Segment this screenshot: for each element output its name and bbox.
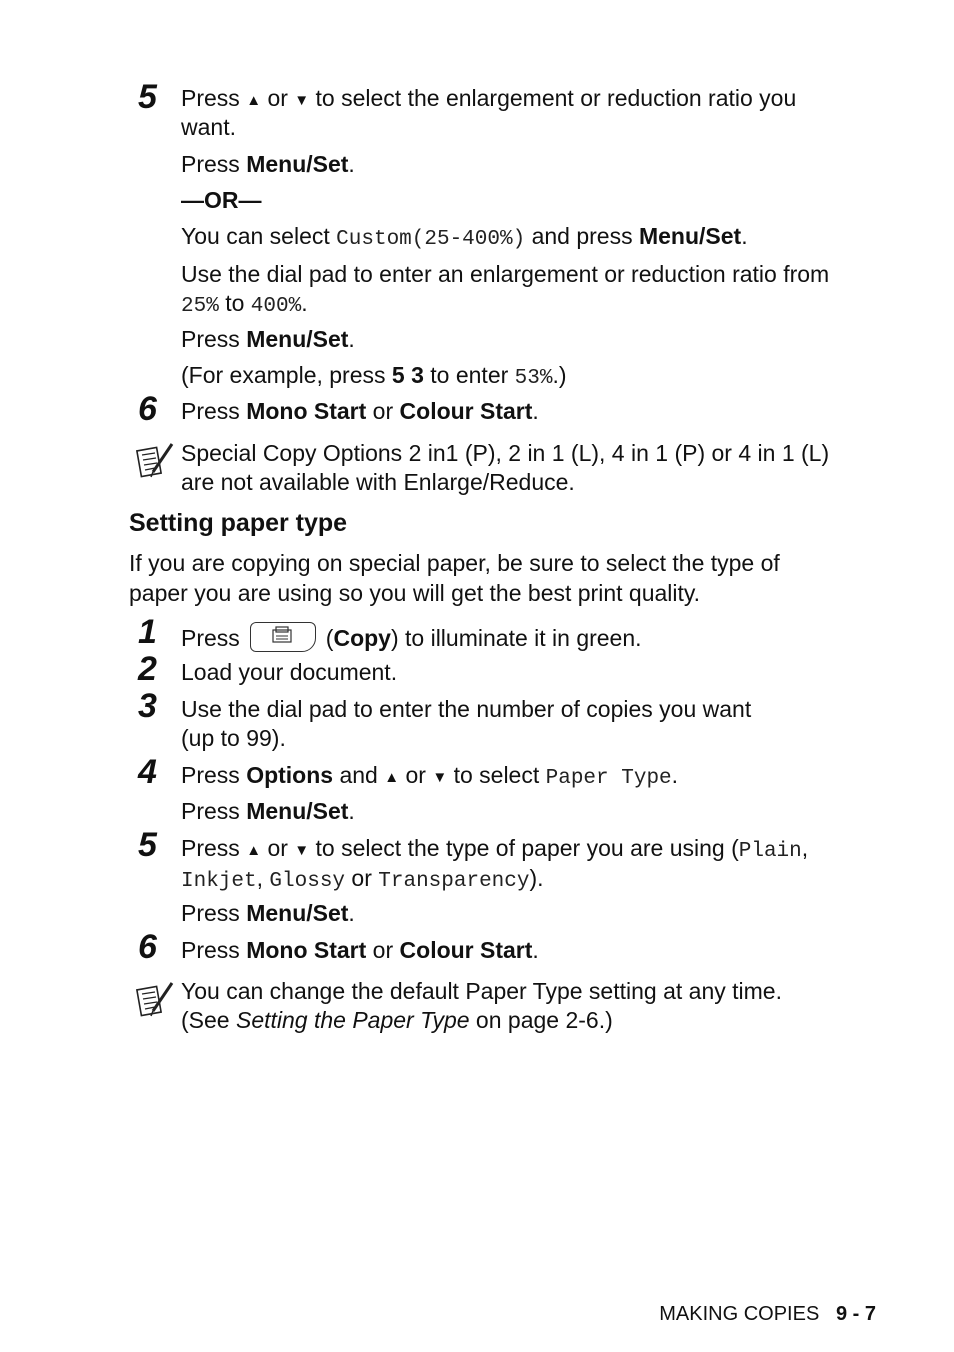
cross-reference: Setting the Paper Type bbox=[235, 1007, 470, 1033]
press-menuset bbox=[181, 899, 355, 928]
text: to select bbox=[453, 762, 546, 788]
custom-option bbox=[181, 222, 748, 254]
up-arrow-icon: ▲ bbox=[384, 769, 400, 786]
code-text: 25% bbox=[181, 295, 219, 318]
step-number: 2 bbox=[138, 650, 157, 688]
text: Press bbox=[181, 398, 247, 424]
text: . bbox=[741, 223, 748, 249]
menuset-key: Menu/Set bbox=[246, 798, 349, 824]
down-arrow-icon: ▼ bbox=[294, 842, 310, 859]
press-menuset bbox=[181, 325, 355, 354]
dial-range bbox=[181, 289, 308, 321]
menuset-key: Menu/Set bbox=[246, 900, 349, 926]
section-heading: Setting paper type bbox=[129, 509, 348, 537]
footer-section: MAKING COPIES bbox=[659, 1303, 820, 1325]
code-text: Plain bbox=[738, 840, 802, 863]
step-number: 4 bbox=[138, 753, 157, 791]
copy-key-label: Copy bbox=[333, 625, 391, 651]
intro-text: If you are copying on special paper, be sure to select the type of bbox=[129, 550, 780, 576]
step-number: 1 bbox=[138, 613, 157, 651]
text: and bbox=[333, 762, 385, 788]
step-text bbox=[181, 622, 642, 653]
page-number: 9 - 7 bbox=[835, 1303, 876, 1325]
step-text: Use the dial pad to enter the number of copies you want bbox=[181, 696, 752, 722]
text: to select the type of paper you are using ( bbox=[315, 835, 739, 861]
text: . bbox=[301, 290, 308, 316]
text: Press bbox=[181, 326, 247, 352]
text: or bbox=[267, 85, 288, 111]
step-text bbox=[181, 84, 796, 116]
text: Press bbox=[181, 762, 247, 788]
or-separator bbox=[181, 186, 262, 215]
code-text: Glossy bbox=[269, 870, 346, 893]
menuset-key: Menu/Set bbox=[246, 326, 349, 352]
text: and press bbox=[525, 223, 639, 249]
text: or bbox=[267, 835, 288, 861]
note-text bbox=[181, 1006, 613, 1035]
step-text bbox=[181, 397, 539, 426]
press-menuset bbox=[181, 797, 355, 826]
text: . bbox=[348, 798, 355, 824]
page-footer bbox=[659, 1300, 876, 1329]
note-text: are not available with Enlarge/Reduce. bbox=[181, 469, 575, 495]
text: Press bbox=[181, 937, 247, 963]
mono-start-key: Mono Start bbox=[246, 398, 367, 424]
step-number: 3 bbox=[138, 687, 157, 725]
text: . bbox=[348, 900, 355, 926]
note-pencil-icon bbox=[136, 980, 176, 1020]
dial-text: Use the dial pad to enter an enlargement or reduction ratio from bbox=[181, 261, 830, 287]
press-menuset bbox=[181, 150, 355, 179]
text: You can select bbox=[181, 223, 337, 249]
text: to enter bbox=[423, 362, 515, 388]
text: Press bbox=[181, 835, 240, 861]
text: .) bbox=[552, 362, 567, 388]
code-text: Inkjet bbox=[181, 870, 257, 893]
text: Press bbox=[181, 900, 247, 926]
options-key: Options bbox=[246, 762, 334, 788]
text: (See bbox=[181, 1007, 236, 1033]
step-text bbox=[181, 761, 678, 793]
text: , bbox=[801, 835, 809, 861]
copy-key-icon bbox=[250, 622, 316, 652]
code-text: 53% bbox=[514, 367, 553, 390]
code-text: Paper Type bbox=[545, 767, 672, 790]
step-text: want. bbox=[181, 114, 236, 140]
text: Press bbox=[181, 798, 247, 824]
text: or bbox=[366, 937, 400, 963]
step-text: Load your document. bbox=[181, 659, 398, 685]
down-arrow-icon: ▼ bbox=[432, 769, 448, 786]
text: . bbox=[532, 398, 539, 424]
menuset-key: Menu/Set bbox=[638, 223, 742, 249]
step-number: 5 bbox=[138, 78, 157, 116]
text: or bbox=[366, 398, 400, 424]
example-text bbox=[181, 361, 567, 393]
step-text: (up to 99). bbox=[181, 725, 286, 751]
text: or bbox=[345, 865, 379, 891]
up-arrow-icon: ▲ bbox=[246, 842, 262, 859]
text: Press bbox=[181, 625, 240, 651]
colour-start-key: Colour Start bbox=[399, 937, 533, 963]
mono-start-key: Mono Start bbox=[246, 937, 367, 963]
step-text bbox=[181, 834, 808, 866]
text: ) to illuminate it in green. bbox=[390, 625, 642, 651]
text: —OR— bbox=[181, 187, 262, 213]
step-number: 5 bbox=[138, 826, 157, 864]
step-text bbox=[181, 864, 544, 896]
note-text: You can change the default Paper Type setting at any time. bbox=[181, 978, 782, 1004]
text: ). bbox=[529, 865, 544, 891]
note-pencil-icon bbox=[136, 441, 176, 481]
text: or bbox=[405, 762, 426, 788]
text: . bbox=[532, 937, 539, 963]
code-text: 400% bbox=[250, 295, 302, 318]
colour-start-key: Colour Start bbox=[399, 398, 533, 424]
text: . bbox=[348, 326, 355, 352]
text: Press bbox=[181, 85, 240, 111]
code-text: Transparency bbox=[378, 870, 530, 893]
step-text bbox=[181, 936, 539, 965]
text: Press bbox=[181, 151, 247, 177]
text: . bbox=[671, 762, 679, 788]
step-number: 6 bbox=[138, 390, 157, 428]
text: to bbox=[218, 290, 251, 316]
menuset-key: Menu/Set bbox=[246, 151, 349, 177]
text: . bbox=[348, 151, 355, 177]
text: (For example, press bbox=[181, 362, 392, 388]
text: , bbox=[256, 865, 264, 891]
note-text: Special Copy Options 2 in1 (P), 2 in 1 (L), 4 in 1 (P) or 4 in 1 (L) bbox=[181, 440, 830, 466]
text: ( bbox=[325, 625, 334, 651]
text: to select the enlargement or reduction ratio you bbox=[315, 85, 797, 111]
code-text: Custom(25-400%) bbox=[336, 228, 526, 251]
text: 5 3 bbox=[391, 362, 424, 388]
text: on page 2-6.) bbox=[469, 1007, 613, 1033]
down-arrow-icon: ▼ bbox=[294, 92, 310, 109]
intro-text: paper you are using so you will get the best print quality. bbox=[129, 580, 701, 606]
step-number: 6 bbox=[138, 928, 157, 966]
up-arrow-icon: ▲ bbox=[246, 92, 262, 109]
